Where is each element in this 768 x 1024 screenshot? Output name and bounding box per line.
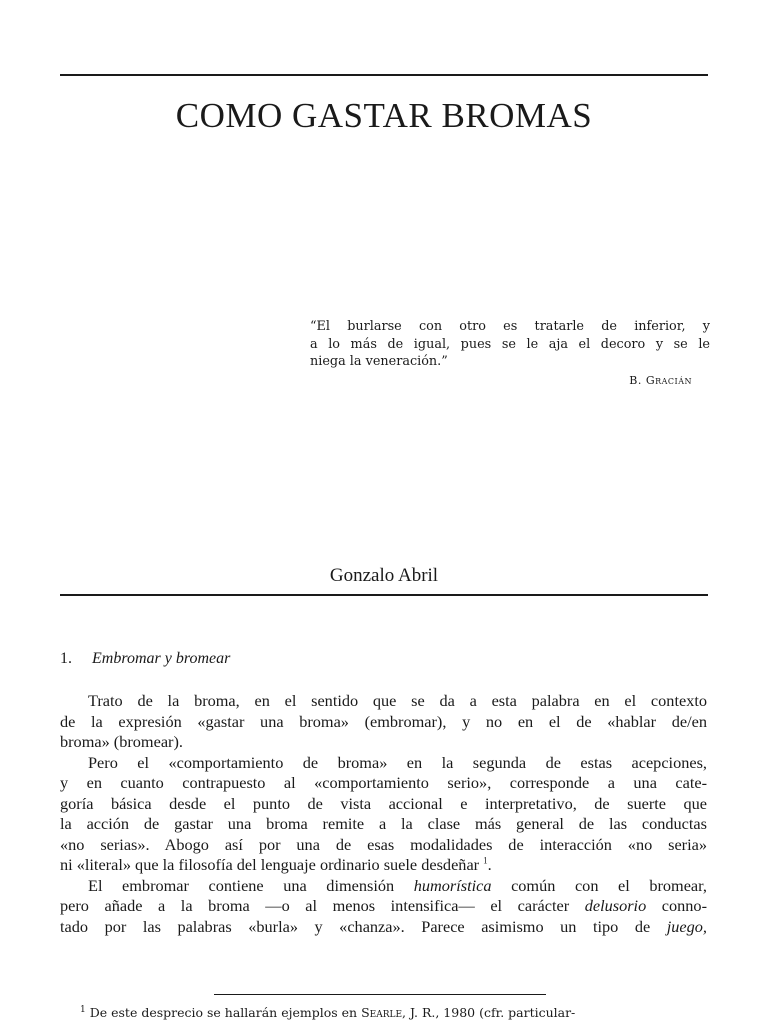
text-run: pero añade a la broma —o al menos intensifica— el carácter	[60, 896, 585, 915]
epigraph-line: a lo más de igual, pues se le aja el decoro y se le	[310, 336, 710, 352]
paragraph-line-text: ni «literal» que la filosofía del lenguaje ordinario suele desdeñar	[60, 855, 480, 874]
paragraph-line: y en cuanto contrapuesto al «comportamiento serio», corresponde a una cate-	[60, 773, 707, 792]
text-run: El embromar contiene una dimensión	[88, 875, 414, 895]
paragraph-line: ni «literal» que la filosofía del lenguaje ordinario suele desdeñar $^1$.	[60, 855, 492, 874]
epigraph	[310, 318, 710, 389]
top-rule	[60, 74, 708, 76]
section-heading	[60, 650, 230, 668]
paragraph-line: «no serias». Abogo así por una de esas modalidades de interacción «no seria»	[60, 834, 707, 854]
footnote-reference[interactable]: 1	[483, 855, 488, 866]
footnote-mark: 1	[80, 1004, 86, 1015]
paragraph-line: la acción de gastar una broma remite a la clase más general de las conductas	[60, 814, 707, 833]
text-run: tado por las palabras «burla» y «chanza». Parece asimismo un tipo de	[60, 916, 667, 936]
paragraph-line: Pero el «comportamiento de broma» en la segunda de estas acepciones,	[88, 752, 707, 772]
paragraph-line: goría básica desde el punto de vista accional e interpretativo, de suerte que	[60, 793, 707, 813]
epigraph-line: niega la veneración.”	[310, 354, 448, 369]
epigraph-line: “El burlarse con otro es tratarle de inferior, y	[310, 319, 710, 334]
emphasis: juego,	[666, 916, 707, 936]
paragraph-line	[60, 896, 707, 917]
section-title: Embromar y bromear	[92, 650, 231, 667]
text-run: conno-	[646, 896, 707, 915]
paragraph-line	[60, 917, 707, 938]
paragraph-line: de la expresión «gastar una broma» (embromar), y no en el de «hablar de/en	[60, 711, 707, 731]
author-rule	[60, 594, 708, 596]
paragraph-line: broma» (bromear).	[60, 732, 183, 751]
paragraph-line: Trato de la broma, en el sentido que se da a esta palabra en el contexto	[88, 691, 707, 710]
text-run: común con el bromear,	[491, 875, 707, 895]
article-title: COMO GASTAR BROMAS	[175, 96, 593, 135]
emphasis: humorística	[413, 875, 492, 895]
author-name: Gonzalo Abril	[329, 565, 439, 586]
footnote-rule	[214, 994, 546, 995]
section-number: 1.	[60, 650, 72, 667]
footnote	[80, 1005, 710, 1020]
epigraph-attribution: B. Gracián	[629, 373, 692, 387]
emphasis: delusorio	[584, 896, 647, 915]
paragraph-line	[60, 876, 707, 897]
footnote-author: Searle	[361, 1005, 403, 1020]
footnote-text: , J. R., 1980 (cfr. particular-	[402, 1005, 576, 1020]
body-text	[60, 691, 707, 937]
footnote-text: De este desprecio se hallarán ejemplos en	[89, 1005, 362, 1020]
